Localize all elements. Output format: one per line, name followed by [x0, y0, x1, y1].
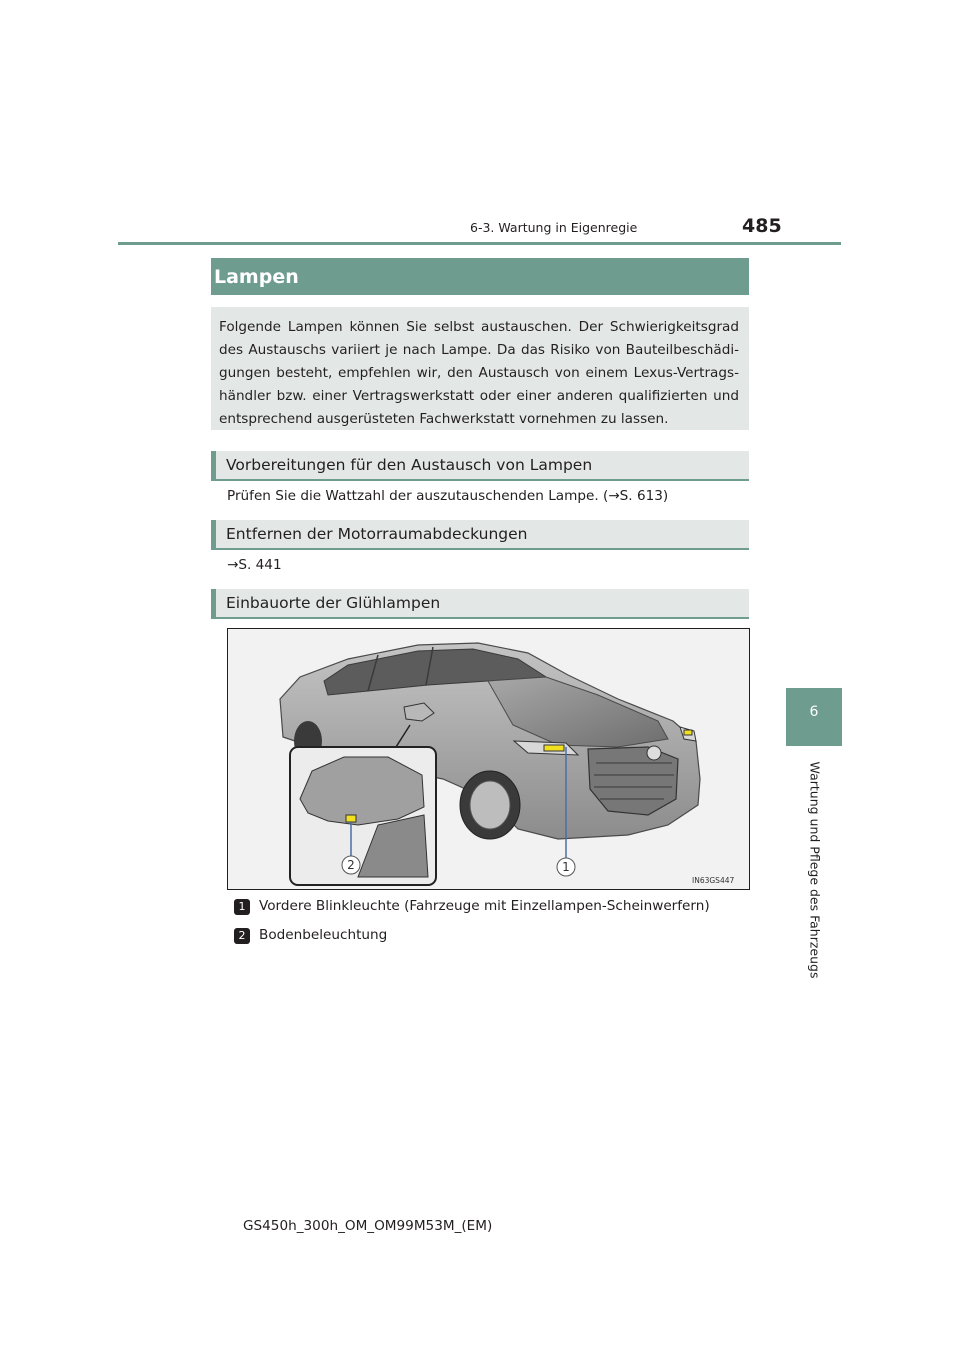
car-illustration [228, 629, 749, 889]
document-code: GS450h_300h_OM_OM99M53M_(EM) [243, 1218, 493, 1234]
page-number: 485 [742, 215, 782, 237]
figure-code: IN63GS447 [692, 876, 735, 885]
chapter-tab [786, 688, 842, 746]
header-rule [118, 242, 841, 245]
legend-num-1: 1 [234, 899, 250, 915]
subheading-preparation-label: Vorbereitungen für den Austausch von Lampen [226, 456, 593, 474]
header-section-title: 6-3. Wartung in Eigenregie [470, 220, 638, 235]
chapter-label: Wartung und Pflege des Fahrzeugs [807, 761, 823, 979]
chapter-number: 6 [809, 704, 819, 720]
subheading-bulb-locations-label: Einbauorte der Glühlampen [226, 594, 441, 612]
legend-num-2: 2 [234, 928, 250, 944]
legend-text-1: Vordere Blinkleuchte (Fahrzeuge mit Einzellampen-Scheinwerfern) [259, 898, 710, 914]
intro-text: Folgende Lampen können Sie selbst austauschen. Der Schwierigkeitsgrad des Austauschs variiert je nach Lampe. Da das Risiko von Bauteilbeschädi-gungen besteht, empfehlen wir, den Austausch von einem Lexus-Vertrags-händler bzw. einer Vertragswerkstatt oder einer anderen qualifizierten und entsprechend ausgerüsteten Fachwerkstatt vornehmen zu lassen. [219, 319, 739, 427]
page-title: Lampen [214, 266, 299, 288]
legend-text-2: Bodenbeleuchtung [259, 927, 388, 943]
subheading-engine-cover [211, 520, 749, 550]
bulb-location-figure [227, 628, 750, 890]
subheading-preparation [211, 451, 749, 481]
callout-2: 2 [347, 858, 355, 872]
ground-light-highlight [346, 815, 356, 822]
intro-box [211, 307, 749, 430]
turn-signal-highlight [544, 745, 564, 751]
engine-cover-reference: →S. 441 [227, 557, 282, 573]
subheading-bulb-locations [211, 589, 749, 619]
section-title-bar [211, 258, 749, 295]
subheading-engine-cover-label: Entfernen der Motorraumabdeckungen [226, 525, 528, 543]
preparation-text: Prüfen Sie die Wattzahl der auszutauschenden Lampe. (→S. 613) [227, 488, 669, 504]
callout-1: 1 [562, 860, 570, 874]
